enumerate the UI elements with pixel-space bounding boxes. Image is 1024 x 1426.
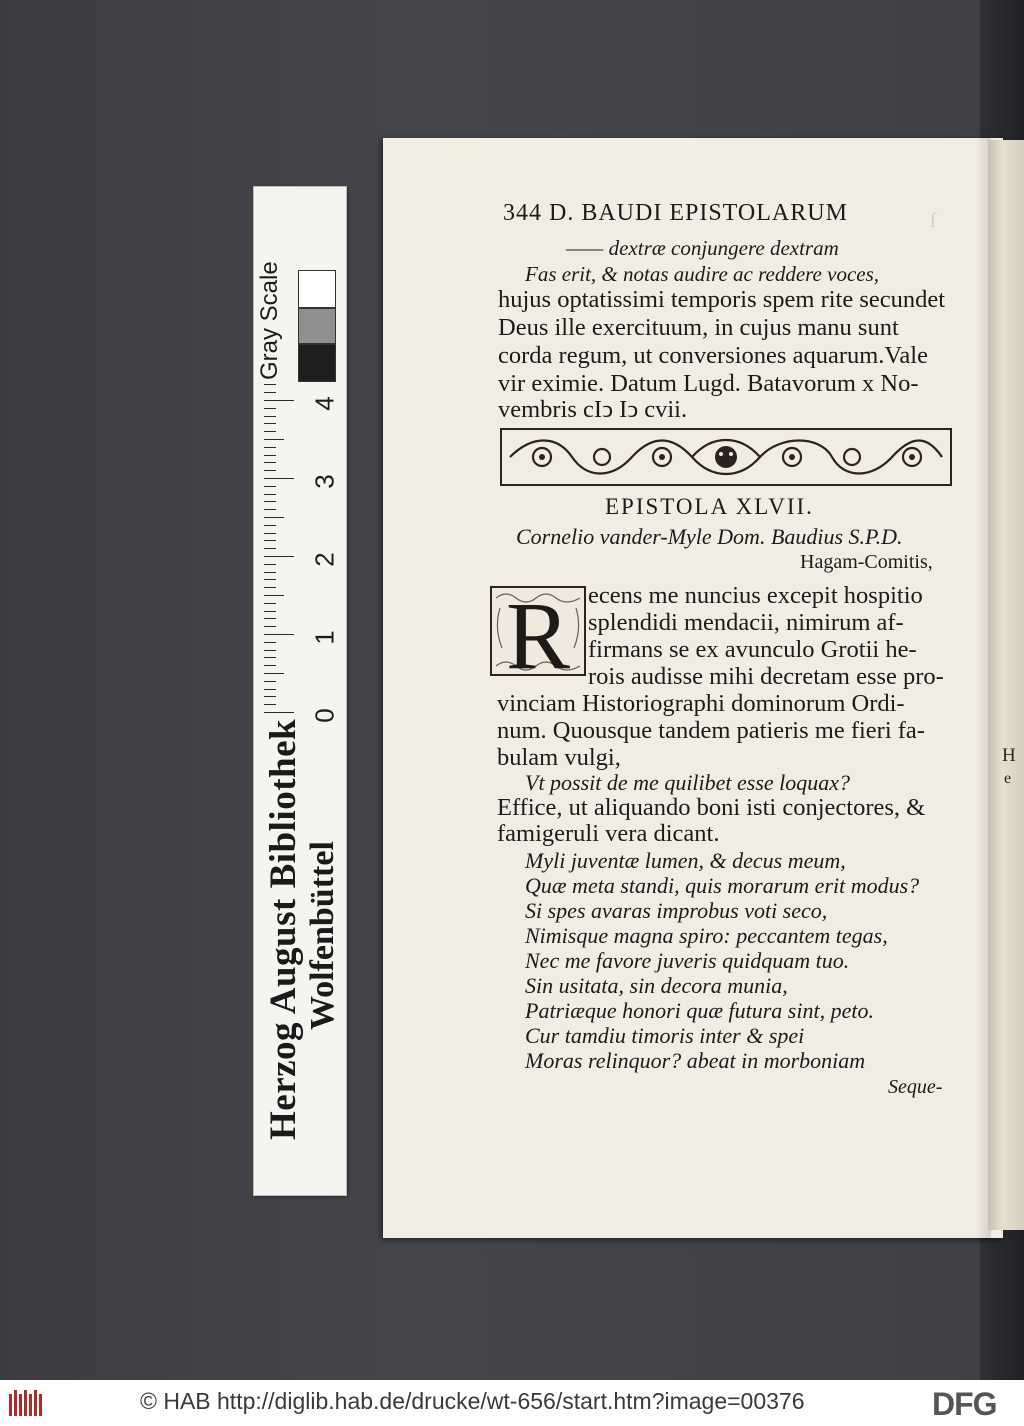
ruler-library-city: Wolfenbüttel: [304, 841, 341, 1030]
ruler-tick: [264, 501, 276, 502]
epistle-salutation: Cornelio vander-Myle Dom. Baudius S.P.D.: [516, 524, 903, 549]
verse-line: Fas erit, & notas audire ac reddere voces,: [525, 262, 880, 286]
epistle-title: EPISTOLA XLVII.: [605, 494, 814, 519]
ruler-number-0: 0: [309, 708, 340, 723]
dfg-logo: DFG: [932, 1386, 997, 1422]
page-header: 344 D. BAUDI EPISTOLARUM: [503, 200, 848, 226]
ruler-tick: [264, 540, 276, 541]
ruler-tick: [264, 447, 276, 448]
verse-line: Si spes avaras improbus voti seco,: [525, 898, 828, 923]
verse-line: —— dextræ conjungere dextram: [566, 236, 839, 260]
ruler-tick: [264, 455, 276, 456]
ruler-tick: [264, 626, 276, 627]
verse-line: Quæ meta standi, quis morarum erit modus?: [525, 873, 920, 898]
ruler-tick: [264, 509, 276, 510]
ruler-tick: [264, 556, 294, 557]
quote-line: Vt possit de me quilibet esse loquax?: [525, 770, 851, 795]
ruler-number-2: 2: [309, 552, 340, 567]
verse-line: Patriæque honori quæ futura sint, peto.: [525, 998, 874, 1023]
ruler-tick: [264, 579, 276, 580]
verse-line: Myli juventæ lumen, & decus meum,: [525, 848, 846, 873]
ruler-tick: [264, 416, 276, 417]
verse-line: Moras relinquor? abeat in morboniam: [525, 1048, 866, 1073]
text-line: corda regum, ut conversiones aquarum.Vale: [498, 342, 928, 369]
text-line: rois audisse mihi decretam esse pro-: [588, 663, 944, 690]
text-line: splendidi mendacii, nimirum af-: [588, 609, 904, 636]
text-line: bulam vulgi,: [497, 744, 621, 771]
ruler-tick: [264, 470, 276, 471]
ruler-tick: [264, 462, 276, 463]
ruler-tick: [264, 650, 276, 651]
text-line: Deus ille exercituum, in cujus manu sunt: [498, 314, 899, 341]
verse-line: Sin usitata, sin decora munia,: [525, 973, 788, 998]
ruler-tick: [264, 611, 276, 612]
ruler-tick: [264, 642, 276, 643]
ruler-tick: [264, 525, 276, 526]
ruler-number-3: 3: [309, 474, 340, 489]
library-logo-icon: [8, 1388, 44, 1418]
text-line: num. Quousque tandem patieris me fieri fa-: [497, 717, 925, 744]
text-line: hujus optatissimi temporis spem rite secundet: [498, 286, 946, 313]
gray-patch-white: [298, 270, 336, 308]
text-line: vir eximie. Datum Lugd. Batavorum x No-: [498, 370, 919, 397]
ruler-tick: [264, 681, 276, 682]
text-line: ecens me nuncius excepit hospitio: [588, 582, 923, 609]
footer-bar: [0, 1380, 1024, 1426]
ruler-tick: [264, 603, 276, 604]
ruler-number-1: 1: [309, 630, 340, 645]
ruler-tick: [264, 564, 276, 565]
ruler-tick: [264, 494, 276, 495]
verse-line: Nec me favore juveris quidquam tuo.: [525, 948, 850, 973]
catchword: Seque-: [888, 1076, 943, 1098]
copyright-link[interactable]: © HAB http://diglib.hab.de/drucke/wt-656/start.htm?image=00376: [140, 1388, 805, 1414]
epistle-place: Hagam-Comitis,: [800, 551, 933, 573]
ruler-tick: [264, 478, 294, 479]
ruler-tick: [264, 392, 276, 393]
ruler-tick: [264, 517, 284, 518]
ruler-tick: [264, 673, 284, 674]
ruler-tick: [264, 408, 276, 409]
gray-patch-black: [298, 344, 336, 382]
ruler-tick: [264, 595, 284, 596]
text-line: famigeruli vera dicant.: [497, 820, 720, 847]
ruler-tick: [264, 533, 276, 534]
ruler-tick: [264, 696, 276, 697]
ruler-tick: [264, 712, 294, 713]
ruler-tick: [264, 548, 276, 549]
ruler-tick: [264, 486, 276, 487]
text-line: firmans se ex avunculo Grotii he-: [588, 636, 917, 663]
ruler-tick: [264, 400, 294, 401]
text-line: vinciam Historiographi dominorum Ordi-: [497, 690, 905, 717]
gray-patch-mid: [298, 308, 336, 344]
facing-page-fragment: H: [1002, 745, 1016, 766]
ruler-tick: [264, 665, 276, 666]
ruler-tick: [264, 634, 294, 635]
gray-scale-label: Gray Scale: [256, 261, 283, 380]
ruler-tick: [264, 618, 276, 619]
ruler-number-4: 4: [309, 396, 340, 411]
drop-cap: [490, 582, 586, 689]
ruler-tick: [264, 384, 276, 385]
ruler-tick: [264, 689, 276, 690]
ruler-tick: [264, 657, 276, 658]
ruler-tick: [264, 572, 276, 573]
ruler-tick: [264, 439, 284, 440]
text-line: Effice, ut aliquando boni isti conjectores, &: [497, 794, 926, 821]
text-line: vembris cIↄ Iↄ cvii.: [498, 396, 688, 423]
ruler-tick: [264, 704, 276, 705]
ruler-tick: [264, 423, 276, 424]
ruler-tick: [264, 587, 276, 588]
facing-page-fragment: e: [1004, 770, 1012, 787]
verse-line: Cur tamdiu timoris inter & spei: [525, 1023, 805, 1048]
verse-line: Nimisque magna spiro: peccantem tegas,: [525, 923, 888, 948]
drop-cap-letter: R: [505, 582, 571, 689]
show-through: ſ: [930, 210, 936, 232]
ruler-library-name: Herzog August Bibliothek: [263, 718, 304, 1140]
facing-page-edge: [988, 140, 1024, 1230]
ruler-tick: [264, 431, 276, 432]
ornament-headpiece: [500, 428, 952, 486]
